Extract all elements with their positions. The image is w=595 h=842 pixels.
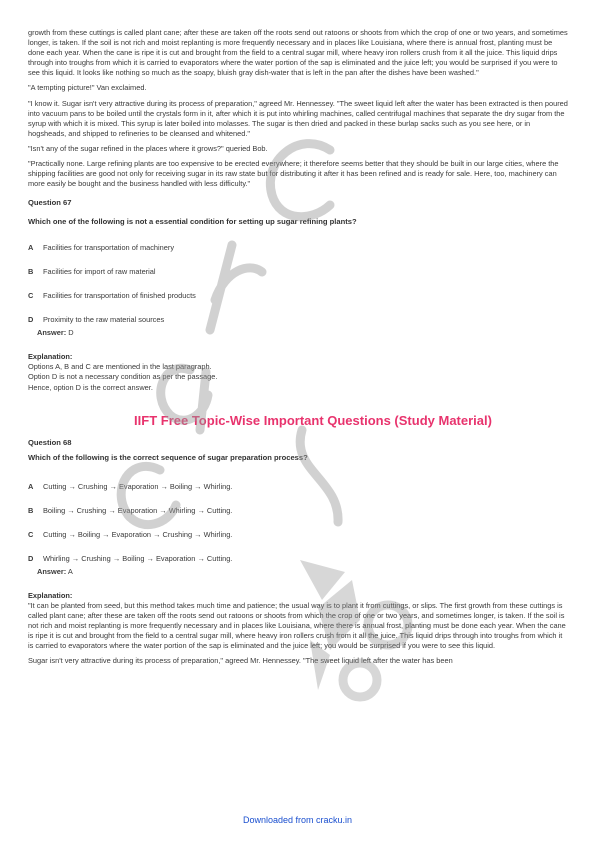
passage-paragraph: "Isn't any of the sugar refined in the places where it grows?" queried Bob. (28, 143, 268, 153)
option-a[interactable] (28, 243, 568, 253)
watermark-ring (343, 663, 377, 697)
option-d[interactable] (28, 554, 568, 564)
option-letter: B (28, 505, 34, 515)
option-a[interactable] (28, 482, 568, 492)
option-text: Facilities for import of raw material (43, 267, 156, 277)
question-67 (28, 198, 568, 392)
option-text: Boiling → Crushing → Evaporation → Whirling → Cutting. (43, 505, 233, 515)
explanation-paragraph: Sugar isn't very attractive during its process of preparation," agreed Mr. Hennessey. "The sweet liquid left after the water has been (28, 656, 453, 666)
explanation-line: Option D is not a necessary condition as per the passage. (28, 372, 218, 382)
option-text: Cutting → Crushing → Evaporation → Boiling → Whirling. (43, 481, 233, 491)
footer-download-link[interactable]: Downloaded from cracku.in (242, 815, 353, 825)
answer-line (28, 328, 568, 338)
option-text: Facilities for transportation of finished products (43, 291, 196, 301)
explanation-line: Hence, option D is the correct answer. (28, 382, 153, 392)
passage-paragraph: "Practically none. Large refining plants are too expensive to be erected everywhere; it therefore seems better that they should be built in our large cities, where the shipping facilities are good not only for receiving sugar in its raw state but for distributing it after it has been refined and is ready for sale. Here, too, machinery can more easily be bought and the business handled with less difficulty." (28, 159, 559, 189)
option-d[interactable] (28, 315, 568, 325)
study-material-banner-link[interactable]: IIFT Free Topic-Wise Important Questions (Study Material) (134, 412, 492, 428)
option-text: Facilities for transportation of machinery (43, 243, 175, 253)
option-letter: A (28, 481, 34, 491)
option-letter: D (28, 315, 34, 325)
option-b[interactable] (28, 267, 568, 277)
option-text: Whirling → Crushing → Boiling → Evaporation → Cutting. (43, 553, 233, 563)
option-text: Cutting → Boiling → Evaporation → Crushing → Whirling. (43, 529, 233, 539)
question-title: Question 68 (28, 437, 72, 447)
answer-label: Answer: (37, 328, 67, 338)
passage-paragraph: "I know it. Sugar isn't very attractive during its process of preparation," agreed Mr. Hennessey. "The sweet liquid left after the water has been extracted is then poured into vacuum pans to be boiled until the crystals form in it, after which it is put into whirling machines, called centrifugal machines that separate the dry sugar from the syrup with which it is mixed. This syrup is later boiled into molasses. The sugar is then dried and packed in these burlap sacks such as you see here, or in hogsheads, and shipped to refineries to be cleansed and whitened." (28, 98, 568, 138)
document-page (28, 28, 568, 666)
explanation-heading: Explanation: (28, 590, 73, 600)
answer-line (28, 567, 568, 577)
passage-paragraph: growth from these cuttings is called plant cane; after these are taken off the roots send out ratoons or shoots from which the crop of one or two years, and sometimes longer, is taken. If the soil is not rich and moist replanting is more frequently necessary and in places like Louisiana, where there is annual frost, planting must be done each year. When the cane is ripe it is cut and brought from the field to a central sugar mill, where heavy iron rollers crush from it all the juice. This liquid drips through into troughs from which it is carried to evaporators where the water portion of the sap is eliminated and the juice left; you would be surprised if you were to see this liquid. It looks like nothing so much as the soapy, bluish gray dish-water that is left in the pan after the dishes have been washed." (28, 28, 568, 78)
answer-label: Answer: (37, 566, 67, 576)
option-letter: D (28, 553, 34, 563)
option-text: Proximity to the raw material sources (43, 315, 165, 325)
option-letter: A (28, 243, 34, 253)
question-stem: Which one of the following is not a essential condition for setting up sugar refining plants? (28, 217, 357, 227)
option-letter: C (28, 529, 34, 539)
answer-value: D (68, 328, 74, 338)
option-letter: B (28, 267, 34, 277)
explanation-line: Options A, B and C are mentioned in the last paragraph. (28, 362, 212, 372)
question-68 (28, 438, 568, 667)
passage-paragraph: "A tempting picture!" Van exclaimed. (28, 83, 147, 93)
question-stem: Which of the following is the correct sequence of sugar preparation process? (28, 452, 308, 462)
option-b[interactable] (28, 506, 568, 516)
option-letter: C (28, 291, 34, 301)
question-title: Question 67 (28, 198, 72, 208)
explanation-paragraph: "It can be planted from seed, but this method takes much time and patience; the usual way is to plant it from cuttings, or slips. The first growth from these cuttings is called plant cane; after these are taken off the roots send out ratoons or shoots from which the crop of one or two years, and sometimes longer, is taken. If the soil is not rich and moist replanting is more frequently necessary and in places like Louisiana, where there is annual frost, planting must be done each year. When the cane is ripe it is cut and brought from the field to a central sugar mill, where heavy iron rollers crush from it all the juice. This liquid drips through into troughs from which it is carried to evaporators where the water portion of the sap is eliminated and the juice left; you would be surprised if you were to see this liquid. (28, 600, 566, 650)
option-c[interactable] (28, 291, 568, 301)
option-c[interactable] (28, 530, 568, 540)
answer-value: A (67, 566, 73, 576)
explanation-heading: Explanation: (28, 352, 73, 362)
